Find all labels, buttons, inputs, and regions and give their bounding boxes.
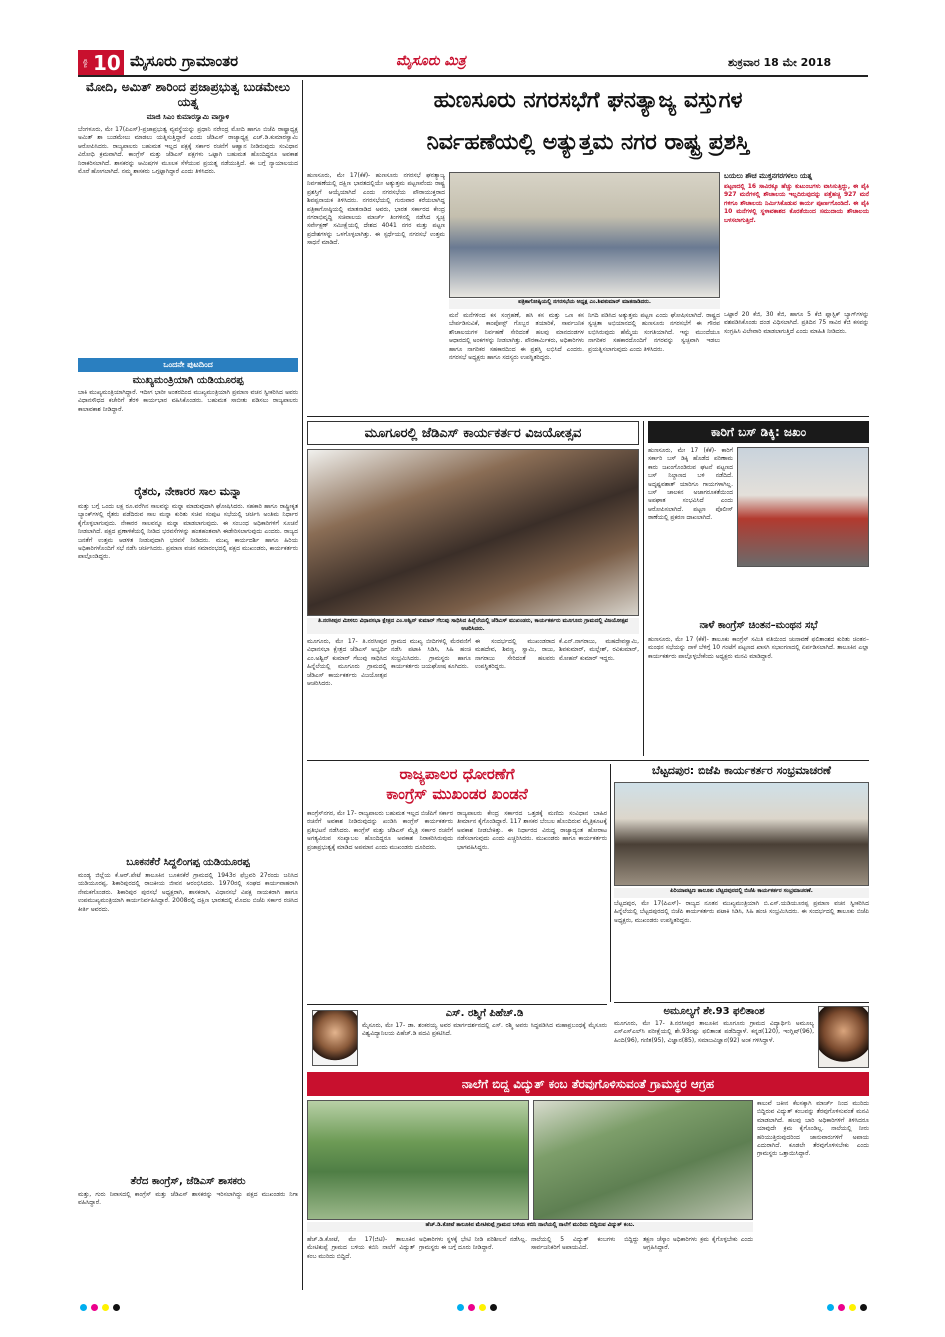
- rashmi-body: ಮೈಸೂರು, ಮೇ 17- ಡಾ. ಶಂಕರಯ್ಯ ಅವರ ಮಾರ್ಗದರ್ಶನದಲ್ಲಿ ಎಸ್. ರಶ್ಮಿ ಅವರು ಸಿದ್ಧಪಡಿಸಿದ ಮಹಾಪ್ರಬಂಧಕ್ಕೆ ಮೈಸೂರು ವಿಶ್ವವಿದ್ಯಾನಿಲಯ ಪಿಹೆಚ್.ಡಿ ಪದವಿ ಪ್ರಕಟಿಸಿದೆ.: [362, 1022, 607, 1038]
- left-body-1: ಬೆಂಗಳೂರು, ಮೇ 17(ಪಿಎಸ್)-ಪ್ರಜಾಪ್ರಭುತ್ವ ವ್ಯವಸ್ಥೆಯನ್ನು ಪ್ರಧಾನಿ ನರೇಂದ್ರ ಮೋದಿ ಹಾಗೂ ಬಿಜೆಪಿ ರಾಷ್ಟ್ರಾಧ್ಯಕ್ಷ ಅಮಿತ್ ಶಾ ಬುಡಮೇಲು ಮಾಡಲು ಯತ್ನಿಸುತ್ತಿದ್ದಾರೆ ಎಂದು ಜೆಡಿಎಸ್ ರಾಜ್ಯಾಧ್ಯಕ್ಷ ಎಚ್.ಡಿ.ಕುಮಾರಸ್ವಾಮಿ ಆರೋಪಿಸಿದರು. ರಾಜ್ಯಪಾಲರು ಬಹುಮತ ಇಲ್ಲದ ಪಕ್ಷಕ್ಕೆ ಸರ್ಕಾರ ರಚನೆಗೆ ಆಹ್ವಾನ ನೀಡಿರುವುದು ಸಂವಿಧಾನ ವಿರೋಧಿ ಕ್ರಮವಾಗಿದೆ. ಕಾಂಗ್ರೆಸ್ ಮತ್ತು ಜೆಡಿಎಸ್ ಪಕ್ಷಗಳು ಒಟ್ಟಾಗಿ ಬಹುಮತ ಹೊಂದಿದ್ದರೂ ಅವಕಾಶ ನಿರಾಕರಿಸಲಾಗಿದೆ. ಶಾಸಕರನ್ನು ಆಮಿಷಗಳ ಮೂಲಕ ಸೆಳೆಯುವ ಪ್ರಯತ್ನ ನಡೆಯುತ್ತಿದೆ. ಈ ಬಗ್ಗೆ ನ್ಯಾಯಾಲಯದ ಮೊರೆ ಹೋಗಲಾಗಿದೆ. ನಮ್ಮ ಶಾಸಕರು ಒಗ್ಗಟ್ಟಾಗಿದ್ದಾರೆ ಎಂದು ತಿಳಿಸಿದರು.: [78, 126, 298, 176]
- bettadapura-left-divider: [610, 764, 611, 1002]
- mid-section-rule: [307, 760, 869, 761]
- masthead-rule: [78, 75, 868, 77]
- left-headline-4: ಬೂಕನಕೆರೆ ಸಿದ್ದಲಿಂಗಪ್ಪ ಯಡಿಯೂರಪ್ಪ: [126, 857, 250, 868]
- bettadapura-photo-caption: ಪಿರಿಯಾಪಟ್ಟಣ ತಾಲೂಕು ಬೆಟ್ಟದಪುರದಲ್ಲಿ ಬಿಜೆಪಿ ಕಾರ್ಯಕರ್ತರ ಸಂಭ್ರಮಾಚರಣೆ.: [614, 888, 869, 898]
- left-column-divider: [302, 80, 303, 1290]
- governor-headline: [307, 764, 607, 806]
- jds-headline-bar: [307, 421, 639, 445]
- section-title: ಮೈಸೂರು ಗ್ರಾಮಾಂತರ: [130, 52, 239, 70]
- amoolya-headline: ಅಮೂಲ್ಯಗೆ ಶೇ.93 ಫಲಿತಾಂಶ: [663, 1006, 765, 1017]
- rashmi-headline: ಎಸ್. ರಶ್ಮಿಗೆ ಪಿಹೆಚ್.ಡಿ: [445, 1008, 524, 1019]
- rashmi-portrait: [312, 1010, 358, 1066]
- registration-marks-left: [78, 1296, 122, 1315]
- lead-body-col-1: ಹುಣಸೂರು, ಮೇ 17(ಕೆಕೆ)- ಹುಣಸೂರು ನಗರಸಭೆ ಘನತ್ಯಾಜ್ಯ ನಿರ್ವಹಣೆಯಲ್ಲಿ ದಕ್ಷಿಣ ಭಾರತದಲ್ಲಿಯೇ ಅತ್ಯುತ್ತಮ ಪಟ್ಟಣವೆಂದು ರಾಷ್ಟ್ರ ಪ್ರಶಸ್ತಿಗೆ ಆಯ್ಕೆಯಾಗಿದೆ ಎಂದು ನಗರಸಭೆಯ ಪೌರಾಯುಕ್ತರಾದ ಶಿವಪ್ಪನಾಯಕ ತಿಳಿಸಿದರು. ನಗರಸಭೆಯಲ್ಲಿ ಗುರುವಾರ ಕರೆಯಲಾಗಿದ್ದ ಪತ್ರಿಕಾಗೋಷ್ಠಿಯಲ್ಲಿ ಮಾತನಾಡಿದ ಅವರು, ಭಾರತ ಸರ್ಕಾರದ ಕೇಂದ್ರ ನಗರಾಭಿವೃದ್ಧಿ ಸಚಿವಾಲಯ ಮಾರ್ಚ್ ತಿಂಗಳಿನಲ್ಲಿ ನಡೆಸಿದ ಸ್ವಚ್ಛ ಸರ್ವೇಕ್ಷಣ್ ಸಮೀಕ್ಷೆಯಲ್ಲಿ ದೇಶದ 4041 ನಗರ ಮತ್ತು ಪಟ್ಟಣ ಪ್ರದೇಶಗಳನ್ನು ಒಳಗೊಳ್ಳಲಾಗಿತ್ತು. ಈ ಸ್ಪರ್ಧೆಯಲ್ಲಿ ನಗರಸಭೆ ಉತ್ತಮ ಸಾಧನೆ ಮಾಡಿದೆ.: [307, 172, 445, 247]
- left-body-5: ಮತ್ತು, ಗುರು ನಿವಾಸದಲ್ಲಿ ಕಾಂಗ್ರೆಸ್ ಮತ್ತು ಜೆಡಿಎಸ್ ಶಾಸಕರನ್ನು ಇರಿಸಲಾಗಿದ್ದು ಪಕ್ಷದ ಮುಖಂಡರು ನಿಗಾ ವಹಿಸಿದ್ದಾರೆ.: [78, 1191, 298, 1207]
- jds-body-2: ಗ್ರಾಮದ ಮುಖ್ಯ ಬೀದಿಗಳಲ್ಲಿ ಮೆರವಣಿಗೆ ನಡೆಸಿ ಪಟಾಕಿ ಸಿಡಿಸಿ, ಸಿಹಿ ಹಂಚಿ ಸಂಭ್ರಮಿಸಿದರು. ಗ್ರಾಮಸ್ಥರು ಹಾಗೂ ಕಾರ್ಯಕರ್ತರು ಜಯಘೋಷ ಕೂಗಿದರು.: [391, 638, 471, 671]
- left-headline-1: ಮೋದಿ, ಅಮಿತ್ ಶಾರಿಂದ ಪ್ರಜಾಪ್ರಭುತ್ವ ಬುಡಮೇಲು ಯತ್ನ: [86, 80, 290, 109]
- page-number-box: [78, 50, 124, 76]
- rashmi-top-rule: [307, 1004, 607, 1005]
- governor-body-2: ರಾಜ್ಯಪಾಲರು ಕೇಂದ್ರ ಸರ್ಕಾರದ ಒತ್ತಡಕ್ಕೆ ಮಣಿದು ಸಂವಿಧಾನ ಬಾಹಿರ ತೀರ್ಮಾನ ಕೈಗೊಂಡಿದ್ದಾರೆ. 117 ಶಾಸಕರ ಬೆಂಬಲ ಹೊಂದಿರುವ ಮೈತ್ರಿಕೂಟಕ್ಕೆ ಅವಕಾಶ ನೀಡಬೇಕಿತ್ತು. ಈ ನಿರ್ಧಾರದ ವಿರುದ್ಧ ರಾಜ್ಯಾದ್ಯಂತ ಹೋರಾಟ ನಡೆಸಲಾಗುವುದು ಎಂದು ಎಚ್ಚರಿಸಿದರು. ಮುಖಂಡರು ಹಾಗೂ ಕಾರ್ಯಕರ್ತರು ಭಾಗವಹಿಸಿದ್ದರು.: [457, 810, 607, 851]
- page-label: ಪುಟ: [82, 58, 89, 68]
- left-body-2: ಬಾಕಿ ಮುಖ್ಯಮಂತ್ರಿಯಾಗಿದ್ದಾರೆ. ಇದೀಗ ಭಾರೀ ಅಂತರದಿಂದ ಮುಖ್ಯಮಂತ್ರಿಯಾಗಿ ಪ್ರಮಾಣ ವಚನ ಸ್ವೀಕರಿಸಿದ ಅವರು ವಿಧಾನಸೌಧದ ಕಚೇರಿಗೆ ತೆರಳಿ ಕಾರ್ಯಭಾರ ವಹಿಸಿಕೊಂಡರು. ಬಹುಮತ ಸಾಬೀತು ಪಡಿಸಲು ರಾಜ್ಯಪಾಲರು ಕಾಲಾವಕಾಶ ನೀಡಿದ್ದಾರೆ.: [78, 389, 298, 413]
- bottom-body-3: ನಾಲೆಯಲ್ಲಿ 5 ವಿದ್ಯುತ್ ಕಂಬಗಳು ಬಿದ್ದಿದ್ದು ಸಾರ್ವಜನಿಕರಿಗೆ ಅಪಾಯವಿದೆ.: [531, 1236, 639, 1252]
- bus-photo: [737, 447, 869, 567]
- left-headline-5: ತೆರೆದ ಕಾಂಗ್ರೆಸ್, ಜೆಡಿಎಸ್ ಶಾಸಕರು: [130, 1176, 246, 1187]
- jds-photo: [307, 449, 639, 616]
- sidebar-body: ಒಟ್ಟಾರೆ 20 ಕೆಜಿ, 30 ಕೆಜಿ, ಹಾಗೂ 5 ಕೆಜಿ ಪ್ಲಾಸ್ಟಿಕ್ ಬ್ಯಾಗ್‌ಗಳನ್ನು ವಶಪಡಿಸಿಕೊಂಡು ದಂಡ ವಿಧಿಸಲಾಗಿದೆ. ಪ್ರತಿದಿನ 75 ಸಾವಿರ ಕೆಜಿ ಕಸವನ್ನು ಸಂಗ್ರಹಿಸಿ ವಿಲೇವಾರಿ ಮಾಡಲಾಗುತ್ತಿದೆ ಎಂದು ಮಾಹಿತಿ ನೀಡಿದರು.: [724, 311, 869, 335]
- left-body-4: ಮಂಡ್ಯ ಜಿಲ್ಲೆಯ ಕೆ.ಆರ್.ಪೇಟೆ ತಾಲೂಕಿನ ಬೂಕನಕೆರೆ ಗ್ರಾಮದಲ್ಲಿ 1943ರ ಫೆಬ್ರವರಿ 27ರಂದು ಜನಿಸಿದ ಯಡಿಯೂರಪ್ಪ, ಶಿಕಾರಿಪುರದಲ್ಲಿ ರಾಜಕೀಯ ಜೀವನ ಆರಂಭಿಸಿದರು. 1970ರಲ್ಲಿ ಸಂಘದ ಕಾರ್ಯವಾಹರಾಗಿ ನೇಮಕಗೊಂಡರು. ಶಿಕಾರಿಪುರ ಪುರಸಭೆ ಅಧ್ಯಕ್ಷರಾಗಿ, ಶಾಸಕರಾಗಿ, ವಿಧಾನಸಭೆ ವಿಪಕ್ಷ ನಾಯಕರಾಗಿ ಹಾಗೂ ಉಪಮುಖ್ಯಮಂತ್ರಿಯಾಗಿ ಕಾರ್ಯನಿರ್ವಹಿಸಿದ್ದಾರೆ. 2008ರಲ್ಲಿ ದಕ್ಷಿಣ ಭಾರತದಲ್ಲಿ ಮೊದಲ ಬಿಜೆಪಿ ಸರ್ಕಾರ ರಚಿಸಿದ ಕೀರ್ತಿ ಅವರದು.: [78, 872, 298, 913]
- left-headline-3: ರೈತರು, ನೇಕಾರರ ಸಾಲ ಮನ್ನಾ: [134, 485, 242, 498]
- bus-headline: ಕಾರಿಗೆ ಬಸ್ ಡಿಕ್ಕಿ: ಜಖಂ: [710, 424, 807, 439]
- lead-body-col-2: ಮನೆ ಮನೆಗಳಿಂದ ಕಸ ಸಂಗ್ರಹಣೆ, ಹಸಿ ಕಸ ಮತ್ತು ಒಣ ಕಸ ಬೇರ್ಪಡಿಸುವಿಕೆ, ಕಾಂಪೋಸ್ಟ್ ಗೊಬ್ಬರ ತಯಾರಿಕೆ, ಸಾರ್ವಜನಿಕ ಶೌಚಾಲಯಗಳ ನಿರ್ವಹಣೆ ಸೇರಿದಂತೆ ಹಲವು ಮಾನದಂಡಗಳ ಆಧಾರದಲ್ಲಿ ಅಂಕಗಳನ್ನು ನೀಡಲಾಗಿತ್ತು. ಪೌರಕಾರ್ಮಿಕರು, ಅಧಿಕಾರಿಗಳು ಹಾಗೂ ನಾಗರಿಕರ ಸಹಕಾರದಿಂದ ಈ ಪ್ರಶಸ್ತಿ ಲಭಿಸಿದೆ ಎಂದರು. ನಗರಸಭೆ ಅಧ್ಯಕ್ಷರು ಹಾಗೂ ಸದಸ್ಯರು ಉಪಸ್ಥಿತರಿದ್ದರು.: [449, 312, 584, 362]
- bus-headline-bar: [648, 421, 869, 443]
- from-page-one-banner: ಒಂದನೇ ಪುಟದಿಂದ: [78, 358, 298, 372]
- bottom-body-2: ಅಧಿಕಾರಿಗಳು ಸ್ಥಳಕ್ಕೆ ಭೇಟಿ ನೀಡಿ ಪರಿಶೀಲನೆ ನಡೆಸಿಲ್ಲ. ಗ್ರಾಮಸ್ಥರು ಈ ಬಗ್ಗೆ ದೂರು ನೀಡಿದ್ದಾರೆ.: [419, 1236, 527, 1252]
- lead-headline: [307, 80, 869, 168]
- left-column: [78, 80, 298, 1290]
- congress-meeting-headline: ನಾಳೆ ಕಾಂಗ್ರೆಸ್ ಚಿಂತನ–ಮಂಥನ ಸಭೆ: [699, 620, 818, 631]
- bottom-body-4: ತಕ್ಷಣ ಚೆಸ್ಕಾಂ ಅಧಿಕಾರಿಗಳು ಕ್ರಮ ಕೈಗೊಳ್ಳಬೇಕು ಎಂದು ಆಗ್ರಹಿಸಿದ್ದಾರೆ.: [643, 1236, 753, 1252]
- amoolya-top-rule: [614, 1002, 869, 1003]
- issue-date: ಶುಕ್ರವಾರ 18 ಮೇ 2018: [728, 56, 832, 69]
- jds-body-4: ಕೆ.ಎನ್.ನಾಗರಾಜು, ಮಹದೇವಸ್ವಾಮಿ, ಶಿವಕುಮಾರ್, ಮಲ್ಲೇಶ್, ರವಿಕುಮಾರ್, ಮೋಹನ್ ಕುಮಾರ್ ಇದ್ದರು.: [559, 638, 639, 662]
- left-headline-2: ಮುಖ್ಯಮಂತ್ರಿಯಾಗಿ ಯಡಿಯೂರಪ್ಪ: [132, 375, 244, 386]
- jds-right-divider: [643, 421, 644, 756]
- masthead: [78, 50, 868, 76]
- sidebar-red-text: ಪಟ್ಟಣದಲ್ಲಿ 16 ಸಾವಿರಕ್ಕೂ ಹೆಚ್ಚು ಕುಟುಂಬಗಳು ವಾಸಿಸುತ್ತಿದ್ದು, ಈ ಪೈಕಿ 927 ಮನೆಗಳಲ್ಲಿ ಶೌಚಾಲಯ ಇಲ್ಲದಿರುವುದನ್ನು ಪತ್ತೆಹಚ್ಚಿ 927 ಮನೆ ಗಳಿಗೂ ಶೌಚಾಲಯ ನಿರ್ಮಿಸಿಕೊಡುವ ಕಾರ್ಯ ಪೂರ್ಣಗೊಂಡಿದೆ. ಈ ಪೈಕಿ 10 ಮನೆಗಳಲ್ಲಿ ಸ್ಥಳಾವಕಾಶದ ಕೊರತೆಯಿಂದ ಸಮುದಾಯ ಶೌಚಾಲಯ ಬಳಸಲಾಗುತ್ತಿದೆ.: [724, 183, 869, 224]
- page-number: 10: [93, 51, 121, 75]
- registration-marks-right: [825, 1296, 869, 1315]
- jds-body-3: ಈ ಸಂದರ್ಭದಲ್ಲಿ ಮುಖಂಡರಾದ ಮಹದೇವ, ಶಿವಣ್ಣ, ಸ್ವಾಮಿ, ರಾಜು, ನಾಗರಾಜು ಸೇರಿದಂತೆ ಹಲವರು ಉಪಸ್ಥಿತರಿದ್ದರು.: [475, 638, 555, 671]
- lead-photo-caption: ಪತ್ರಿಕಾಗೋಷ್ಠಿಯಲ್ಲಿ ನಗರಸಭೆಯ ಅಧ್ಯಕ್ಷ ಎಂ.ಶಿವಕುಮಾರ್ ಮಾತನಾಡಿದರು.: [449, 299, 720, 309]
- bettadapura-photo: [614, 782, 869, 886]
- sidebar-box: [724, 172, 869, 410]
- registration-marks-center: [455, 1296, 499, 1315]
- canal-photo-caption: ಹೆಚ್.ಡಿ.ಕೋಟೆ ತಾಲೂಕಿನ ಮೇಟಿಕುಪ್ಪೆ ಗ್ರಾಮದ ಬಳಿಯ ಕಬಿನಿ ನಾಲೆಯಲ್ಲಿ ನಾಲೆಗೆ ಮುರಿದು ಬಿದ್ದಿರುವ ವಿದ್ಯುತ್ ಕಂಬ.: [307, 1222, 753, 1232]
- bus-body: ಹುಣಸೂರು, ಮೇ 17 (ಕೆಕೆ)- ಕಾರಿಗೆ ಸರ್ಕಾರಿ ಬಸ್ ಡಿಕ್ಕಿ ಹೊಡೆದ ಪರಿಣಾಮ ಕಾರು ಜಖಂಗೊಂಡಿರುವ ಘಟನೆ ಪಟ್ಟಣದ ಬಸ್ ನಿಲ್ದಾಣದ ಬಳಿ ನಡೆದಿದೆ. ಅದೃಷ್ಟವಶಾತ್ ಯಾರಿಗೂ ಗಾಯಗಳಾಗಿಲ್ಲ. ಬಸ್ ಚಾಲಕನ ಅಜಾಗರೂಕತೆಯಿಂದ ಅಪಘಾತ ಸಂಭವಿಸಿದೆ ಎಂದು ಆರೋಪಿಸಲಾಗಿದೆ. ಪಟ್ಟಣ ಪೊಲೀಸ್ ಠಾಣೆಯಲ್ಲಿ ಪ್ರಕರಣ ದಾಖಲಾಗಿದೆ.: [648, 447, 733, 522]
- governor-headline-line-1: ರಾಜ್ಯಪಾಲರ ಧೋರಣೆಗೆ: [399, 765, 515, 783]
- lead-headline-line-1: ಹುಣಸೂರು ನಗರಸಭೆಗೆ ಘನತ್ಯಾಜ್ಯ ವಸ್ತುಗಳ: [433, 88, 743, 113]
- lead-story-bottom-rule: [307, 416, 869, 417]
- congress-meeting-body: ಹುಣಸೂರು, ಮೇ 17 (ಕೆಕೆ)- ತಾಲೂಕು ಕಾಂಗ್ರೆಸ್ ಸಮಿತಿ ವತಿಯಿಂದ ಚುನಾವಣೆ ಫಲಿತಾಂಶದ ಕುರಿತು ಚಿಂತನ–ಮಂಥನ ಸಭೆಯನ್ನು ನಾಳೆ ಬೆಳಿಗ್ಗೆ 10 ಗಂಟೆಗೆ ಪಟ್ಟಣದ ಖಾಸಗಿ ಸಭಾಂಗಣದಲ್ಲಿ ಏರ್ಪಡಿಸಲಾಗಿದೆ. ತಾಲೂಕಿನ ಎಲ್ಲಾ ಕಾರ್ಯಕರ್ತರು ಪಾಲ್ಗೊಳ್ಳಬೇಕೆಂದು ಅಧ್ಯಕ್ಷರು ಮನವಿ ಮಾಡಿದ್ದಾರೆ.: [648, 636, 869, 660]
- lead-body-col-3: ನಿಗದಿ ಪಡಿಸಿದ ಅತ್ಯುತ್ತಮ ಪಟ್ಟಣ ಎಂದು ಘೋಷಿಸಲಾಗಿದೆ. ರಾಷ್ಟ್ರದ ಸ್ವಚ್ಛತಾ ಅಭಿಯಾನದಲ್ಲಿ ಹುಣಸೂರು ನಗರಸಭೆಗೆ ಈ ಗೌರವ ಲಭಿಸಿರುವುದು ಹೆಮ್ಮೆಯ ಸಂಗತಿಯಾಗಿದೆ. ಇನ್ನು ಮುಂದೆಯೂ ನಾಗರಿಕರ ಸಹಕಾರದೊಂದಿಗೆ ನಗರವನ್ನು ಸ್ವಚ್ಛವಾಗಿ ಇಡಲು ಪ್ರಯತ್ನಿಸಲಾಗುವುದು ಎಂದು ತಿಳಿಸಿದರು.: [588, 312, 720, 353]
- jds-headline: ಮೂಗೂರಲ್ಲಿ ಜೆಡಿಎಸ್ ಕಾರ್ಯಕರ್ತರ ವಿಜಯೋತ್ಸವ: [364, 425, 582, 441]
- bettadapura-body: ಬೆಟ್ಟದಪುರ, ಮೇ 17(ಪಿಎಸ್)- ರಾಜ್ಯದ ನೂತನ ಮುಖ್ಯಮಂತ್ರಿಯಾಗಿ ಬಿ.ಎಸ್.ಯಡಿಯೂರಪ್ಪ ಪ್ರಮಾಣ ವಚನ ಸ್ವೀಕರಿಸಿದ ಹಿನ್ನೆಲೆಯಲ್ಲಿ ಬೆಟ್ಟದಪುರದಲ್ಲಿ ಬಿಜೆಪಿ ಕಾರ್ಯಕರ್ತರು ಪಟಾಕಿ ಸಿಡಿಸಿ, ಸಿಹಿ ಹಂಚಿ ಸಂಭ್ರಮಿಸಿದರು. ಈ ಸಂದರ್ಭದಲ್ಲಿ ತಾಲೂಕು ಬಿಜೆಪಿ ಅಧ್ಯಕ್ಷರು, ಮುಖಂಡರು ಉಪಸ್ಥಿತರಿದ್ದರು.: [614, 900, 869, 924]
- bottom-right-column: ಕಾಲುವೆ ಜಕೀನ ಕೆಲಸಕ್ಕಾಗಿ ಮಾರ್ಚ್ ನಿಂದ ಮುರಿದು ಬಿದ್ದಿರುವ ವಿದ್ಯುತ್ ಕಂಬವನ್ನು ತೆರವುಗೊಳಿಸುವಂತೆ ಮನವಿ ಮಾಡಲಾಗಿದೆ. ಹಲವು ಬಾರಿ ಅಧಿಕಾರಿಗಳಿಗೆ ತಿಳಿಸಿದರೂ ಯಾವುದೇ ಕ್ರಮ ಕೈಗೊಂಡಿಲ್ಲ. ನಾಲೆಯಲ್ಲಿ ನೀರು ಹರಿಯುತ್ತಿರುವುದರಿಂದ ಜಾನುವಾರುಗಳಿಗೆ ಅಪಾಯ ಎದುರಾಗಿದೆ. ಕೂಡಲೇ ತೆರವುಗೊಳಿಸಬೇಕು ಎಂದು ಗ್ರಾಮಸ್ಥರು ಒತ್ತಾಯಿಸಿದ್ದಾರೆ.: [757, 1100, 869, 1158]
- bottom-body-1: ಹೆಚ್.ಡಿ.ಕೋಟೆ, ಮೇ 17(ಜಿಟಿ)- ತಾಲೂಕಿನ ಮೇಟಿಕುಪ್ಪೆ ಗ್ರಾಮದ ಬಳಿಯ ಕಬಿನಿ ನಾಲೆಗೆ ವಿದ್ಯುತ್ ಕಂಬ ಮುರಿದು ಬಿದ್ದಿದೆ.: [307, 1236, 415, 1260]
- canal-photo-2: [533, 1100, 753, 1220]
- jds-body-1: ಮೂಗೂರು, ಮೇ 17- ತಿ.ನರಸೀಪುರ ವಿಧಾನಸಭಾ ಕ್ಷೇತ್ರದ ಜೆಡಿಎಸ್ ಅಭ್ಯರ್ಥಿ ಎಂ.ಅಶ್ವಿನ್ ಕುಮಾರ್ ಗೆಲುವು ಸಾಧಿಸಿದ ಹಿನ್ನೆಲೆಯಲ್ಲಿ ಮೂಗೂರು ಗ್ರಾಮದಲ್ಲಿ ಜೆಡಿಎಸ್ ಕಾರ್ಯಕರ್ತರು ವಿಜಯೋತ್ಸವ ಆಚರಿಸಿದರು.: [307, 638, 387, 688]
- amoolya-body: ಮೂಗೂರು, ಮೇ 17- ತಿ.ನರಸೀಪುರ ತಾಲೂಕಿನ ಮೂಗೂರು ಗ್ರಾಮದ ವಿದ್ಯಾರ್ಥಿನಿ ಅಮೂಲ್ಯ ಎಸ್ಎಸ್ಎಲ್‌ಸಿ ಪರೀಕ್ಷೆಯಲ್ಲಿ ಶೇ.93ರಷ್ಟು ಫಲಿತಾಂಶ ಪಡೆದಿದ್ದಾಳೆ. ಕನ್ನಡ(120), ಇಂಗ್ಲಿಷ್(96), ಹಿಂದಿ(96), ಗಣಿತ(95), ವಿಜ್ಞಾನ(85), ಸಮಾಜವಿಜ್ಞಾನ(92) ಅಂಕ ಗಳಿಸಿದ್ದಾಳೆ.: [614, 1020, 814, 1044]
- jds-photo-caption: ತಿ.ನರಸೀಪುರ ಮೀಸಲು ವಿಧಾನಸಭಾ ಕ್ಷೇತ್ರದ ಎಂ.ಅಶ್ವಿನ್ ಕುಮಾರ್ ಗೆಲುವು ಸಾಧಿಸಿದ ಹಿನ್ನೆಲೆಯಲ್ಲಿ ಜೆಡಿಎಸ್ ಮುಖಂಡರು, ಕಾರ್ಯಕರ್ತರು ಮೂಗೂರು ಗ್ರಾಮದಲ್ಲಿ ವಿಜಯೋತ್ಸವ ಆಚರಿಸಿದರು.: [307, 618, 639, 634]
- left-subhead-1: ಮಾಜಿ ಸಿಎಂ ಕುಮಾರಸ್ವಾಮಿ ವಾಗ್ದಾಳಿ: [146, 113, 230, 121]
- bottom-headline: ನಾಲೆಗೆ ಬಿದ್ದ ವಿದ್ಯುತ್ ಕಂಬ ತೆರವುಗೊಳಿಸುವಂತೆ ಗ್ರಾಮಸ್ಥರ ಆಗ್ರಹ: [461, 1076, 715, 1091]
- canal-photo-1: [307, 1100, 529, 1220]
- bottom-headline-bar: [307, 1072, 869, 1096]
- sidebar-kicker: ಬಯಲು ಶೌಚ ಮುಕ್ತನಗರಗಳಲು ಯತ್ನ: [724, 172, 813, 180]
- lead-photo: [449, 172, 720, 298]
- lead-headline-line-2: ನಿರ್ವಹಣೆಯಲ್ಲಿ ಅತ್ಯುತ್ತಮ ನಗರ ರಾಷ್ಟ್ರ ಪ್ರಶಸ್ತಿ: [426, 130, 750, 155]
- amoolya-portrait: [818, 1006, 869, 1068]
- paper-name: ಮೈಸೂರು ಮಿತ್ರ: [396, 53, 466, 69]
- left-body-3: ಮತ್ತು ಬಗ್ಗೆ ಒಂದು ಲಕ್ಷ ರೂ.ವರೆಗಿನ ಸಾಲವನ್ನು ಮನ್ನಾ ಮಾಡುವುದಾಗಿ ಘೋಷಿಸಿದರು. ಸಹಕಾರಿ ಹಾಗೂ ರಾಷ್ಟ್ರೀಕೃತ ಬ್ಯಾಂಕ್‌ಗಳಲ್ಲಿ ರೈತರು ಪಡೆದಿರುವ ಸಾಲ ಮನ್ನಾ ಕುರಿತು ಸಚಿವ ಸಂಪುಟ ಸಭೆಯಲ್ಲಿ ಚರ್ಚಿಸಿ ಅಂತಿಮ ನಿರ್ಧಾರ ಕೈಗೊಳ್ಳಲಾಗುವುದು. ನೇಕಾರರ ಸಾಲವನ್ನೂ ಮನ್ನಾ ಮಾಡಲಾಗುವುದು. ಈ ಸಂಬಂಧ ಅಧಿಕಾರಿಗಳಿಗೆ ಸೂಚನೆ ನೀಡಲಾಗಿದೆ. ಪಕ್ಷದ ಪ್ರಣಾಳಿಕೆಯಲ್ಲಿ ನೀಡಿದ ಭರವಸೆಗಳನ್ನು ಹಂತಹಂತವಾಗಿ ಈಡೇರಿಸಲಾಗುವುದು ಎಂದರು. ರಾಜ್ಯದ ಜನತೆಗೆ ಉತ್ತಮ ಆಡಳಿತ ನೀಡುವುದಾಗಿ ಭರವಸೆ ನೀಡಿದರು. ಮುಖ್ಯ ಕಾರ್ಯದರ್ಶಿ ಹಾಗೂ ಹಿರಿಯ ಅಧಿಕಾರಿಗಳೊಂದಿಗೆ ಸಭೆ ನಡೆಸಿ ಚರ್ಚಿಸಿದರು. ಪ್ರಮಾಣ ವಚನ ಸಮಾರಂಭದಲ್ಲಿ ಪಕ್ಷದ ಮುಖಂಡರು, ಕಾರ್ಯಕರ್ತರು ಪಾಲ್ಗೊಂಡಿದ್ದರು.: [78, 503, 298, 561]
- governor-body-1: ಕಾಂಗ್ರೆಸ್‌ನಗರ, ಮೇ 17- ರಾಜ್ಯಪಾಲರು ಬಹುಮತ ಇಲ್ಲದ ಬಿಜೆಪಿಗೆ ಸರ್ಕಾರ ರಚನೆಗೆ ಅವಕಾಶ ನೀಡಿರುವುದನ್ನು ಖಂಡಿಸಿ ಕಾಂಗ್ರೆಸ್ ಕಾರ್ಯಕರ್ತರು ಪ್ರತಿಭಟನೆ ನಡೆಸಿದರು. ಕಾಂಗ್ರೆಸ್ ಮತ್ತು ಜೆಡಿಎಸ್ ಮೈತ್ರಿ ಸರ್ಕಾರ ರಚನೆಗೆ ಅಗತ್ಯವಿರುವ ಸಂಖ್ಯಾಬಲ ಹೊಂದಿದ್ದರೂ ಅವಕಾಶ ನಿರಾಕರಿಸಿರುವುದು ಪ್ರಜಾಪ್ರಭುತ್ವಕ್ಕೆ ಮಾಡಿದ ಅಪಮಾನ ಎಂದು ಮುಖಂಡರು ದೂರಿದರು.: [307, 810, 453, 851]
- bettadapura-headline: ಬೆಟ್ಟದಪುರ: ಬಿಜೆಪಿ ಕಾರ್ಯಕರ್ತರ ಸಂಭ್ರಮಾಚರಣೆ: [652, 764, 831, 777]
- governor-headline-line-2: ಕಾಂಗ್ರೆಸ್ ಮುಖಂಡರ ಖಂಡನೆ: [386, 785, 528, 803]
